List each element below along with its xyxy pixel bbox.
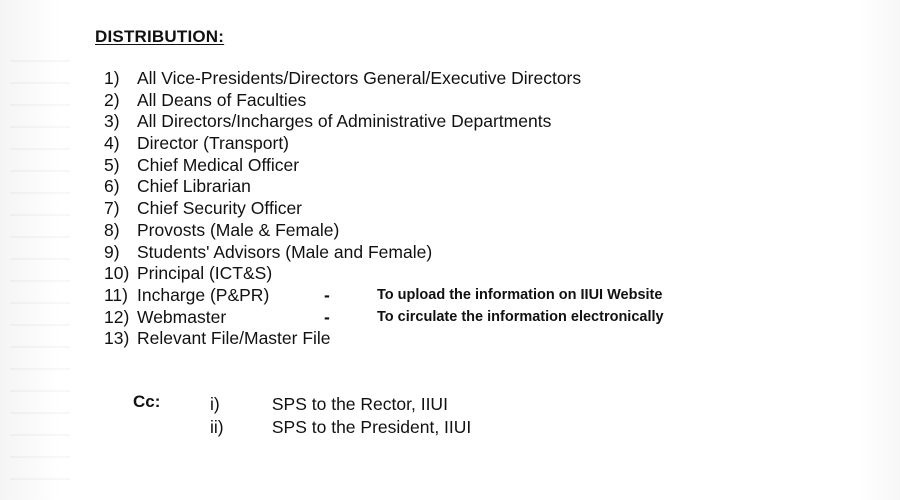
item-note: To upload the information on IIUI Website [377, 286, 663, 303]
item-number: 6) [104, 176, 120, 197]
cc-item [210, 415, 471, 439]
item-text: All Directors/Incharges of Administrative Departments [137, 111, 552, 132]
distribution-item [104, 133, 581, 155]
item-text: Chief Medical Officer [137, 154, 300, 175]
item-number: 7) [104, 198, 120, 219]
item-number: 5) [104, 154, 120, 175]
item-text: Incharge (P&PR) [137, 284, 270, 305]
distribution-item [104, 90, 581, 112]
distribution-list [104, 68, 664, 350]
distribution-item [104, 284, 663, 307]
distribution-item [104, 328, 581, 350]
item-dash: - [324, 306, 330, 327]
item-number: 10) [104, 263, 130, 284]
distribution-item [104, 176, 581, 198]
cc-item-number: ii) [210, 417, 224, 437]
item-number: 12) [104, 306, 130, 327]
item-text: All Deans of Faculties [137, 89, 307, 110]
distribution-item [104, 68, 581, 90]
distribution-item [104, 111, 581, 133]
item-number: 3) [104, 111, 120, 132]
item-text: Chief Security Officer [137, 198, 303, 219]
distribution-item [104, 263, 581, 285]
item-text: Students' Advisors (Male and Female) [137, 241, 433, 262]
cc-item-number: i) [210, 394, 220, 414]
item-text: Relevant File/Master File [137, 328, 331, 349]
cc-item [210, 392, 448, 416]
item-text: Director (Transport) [137, 133, 290, 154]
item-note: To circulate the information electronically [377, 308, 664, 325]
distribution-item [104, 198, 581, 220]
cc-item-text: SPS to the President, IIUI [271, 417, 472, 437]
item-number: 9) [104, 241, 120, 262]
item-number: 13) [104, 328, 130, 349]
cc-label: Cc: [133, 392, 161, 411]
item-dash: - [324, 284, 330, 305]
distribution-item [104, 242, 581, 264]
item-text: Chief Librarian [137, 176, 251, 197]
item-number: 11) [104, 284, 128, 305]
distribution-item [104, 306, 664, 329]
item-number: 1) [104, 68, 120, 88]
item-text: Principal (ICT&S) [137, 263, 273, 284]
distribution-item [104, 155, 581, 177]
item-text: Webmaster [137, 306, 227, 327]
cc-item-text: SPS to the Rector, IIUI [271, 394, 448, 414]
scan-margin-specks [10, 60, 70, 490]
item-number: 8) [104, 219, 120, 240]
item-text: Provosts (Male & Female) [137, 219, 340, 240]
item-text: All Vice-Presidents/Directors General/Executive Directors [137, 68, 582, 88]
item-number: 4) [104, 133, 120, 154]
distribution-heading: DISTRIBUTION: [95, 27, 225, 46]
distribution-item [104, 220, 581, 242]
item-number: 2) [104, 89, 120, 110]
